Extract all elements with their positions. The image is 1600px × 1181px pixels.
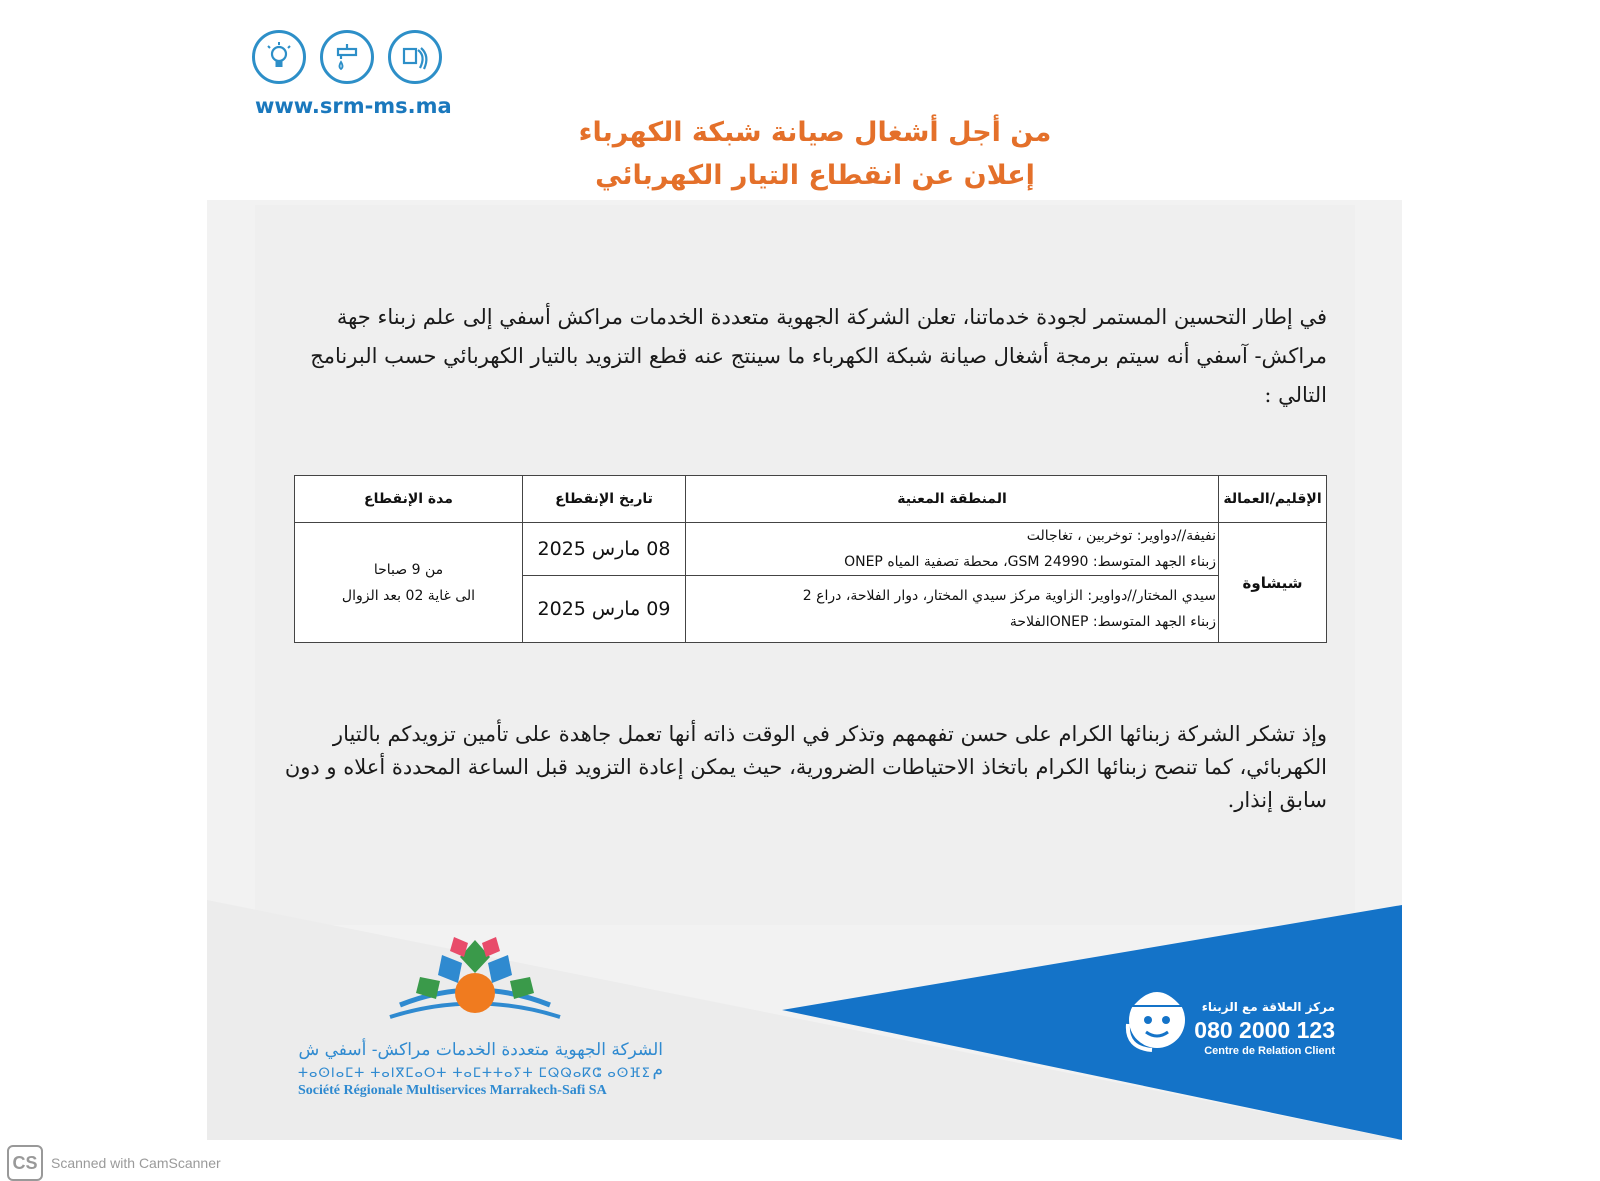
title-line-1: من أجل أشغال صيانة شبكة الكهرباء [578,117,1052,148]
company-name-tifinagh: ⵜⴰⵙⵏⴰⵎⵜ ⵜⴰⵏⴳⵎⴰⵔⵜ ⵜⴰⵎⵜⵜⴰⵢⵜ ⵎⵕⵕⴰⴽⵛ ⴰⵙⴼⵉ [298,1066,651,1081]
title-line-2: إعلان عن انقطاع التيار الكهربائي [595,160,1035,191]
header-province: الإقليم/العمالة [1219,476,1327,523]
hotline-label-french: Centre de Relation Client [1204,1045,1335,1057]
duration-cell [295,523,523,643]
website-url[interactable]: www.srm-ms.ma [255,94,452,118]
service-icons [252,30,442,84]
intro-paragraph: في إطار التحسين المستمر لجودة خدماتنا، تعلن الشركة الجهوية متعددة الخدمات مراكش أسفي إلى علم زبناء جهة مراكش- آسفي أنه سيتم برمجة أشغال صيانة شبكة الكهرباء ما سينتج عنه قطع التزويد بالتيار الكهربائي حسب البرنامج التالي : [310,305,1327,407]
area-line: زبناء الجهد المتوسط: ONEPالفلاحة [1009,614,1216,630]
lightbulb-icon [252,30,306,84]
outage-schedule-table [294,475,1327,643]
area-line: سيدي المختار//دواوير: الزاوية مركز سيدي المختار، دوار الفلاحة، دراع 2 [802,588,1216,604]
header-duration: مدة الإنقطاع [295,476,523,523]
table-row [295,523,1327,576]
company-name-french: Société Régionale Multiservices Marrakech-Safi SA [298,1083,607,1098]
table-header-row [295,476,1327,523]
duration-line: الى غاية 02 بعد الزوال [341,587,476,604]
call-center-mascot-icon [1122,978,1192,1056]
company-name-arabic: الشركة الجهوية متعددة الخدمات مراكش- أسفي ش م [298,1040,663,1080]
camscanner-text: Scanned with CamScanner [51,1155,221,1171]
province-cell: شيشاوة [1219,523,1327,643]
company-logo [380,935,570,1040]
hotline-number[interactable]: 080 2000 123 [1194,1017,1335,1043]
date-cell: 09 مارس 2025 [523,576,686,643]
sanitation-icon [388,30,442,84]
area-line: زبناء الجهد المتوسط: GSM 24990، محطة تصفية المياه ONEP [844,554,1216,570]
camscanner-watermark [7,1145,221,1181]
hotline-label-arabic: مركز العلاقة مع الزبناء [1201,1000,1335,1014]
duration-line: من 9 صباحا [373,561,444,578]
area-line: نفيفة//دواوير: توخربين ، تغاجالت [1026,528,1216,544]
header-area: المنطقة المعنية [686,476,1219,523]
area-cell [686,576,1219,643]
date-cell: 08 مارس 2025 [523,523,686,576]
water-tap-icon [320,30,374,84]
closing-paragraph: وإذ تشكر الشركة زبنائها الكرام على حسن تفهمهم وتذكر في الوقت ذاته أنها تعمل جاهدة على تأمين تزويدكم بالتيار الكهربائي، كما تنصح زبنائها الكرام باتخاذ الاحتياطات الضرورية، حيث يمكن إعادة التزويد قبل الساعة المحددة أعلاه و دون سابق إنذار. [284,722,1327,812]
header-date: تاريخ الإنقطاع [523,476,686,523]
camscanner-logo-icon: CS [7,1145,43,1181]
area-cell [686,523,1219,576]
